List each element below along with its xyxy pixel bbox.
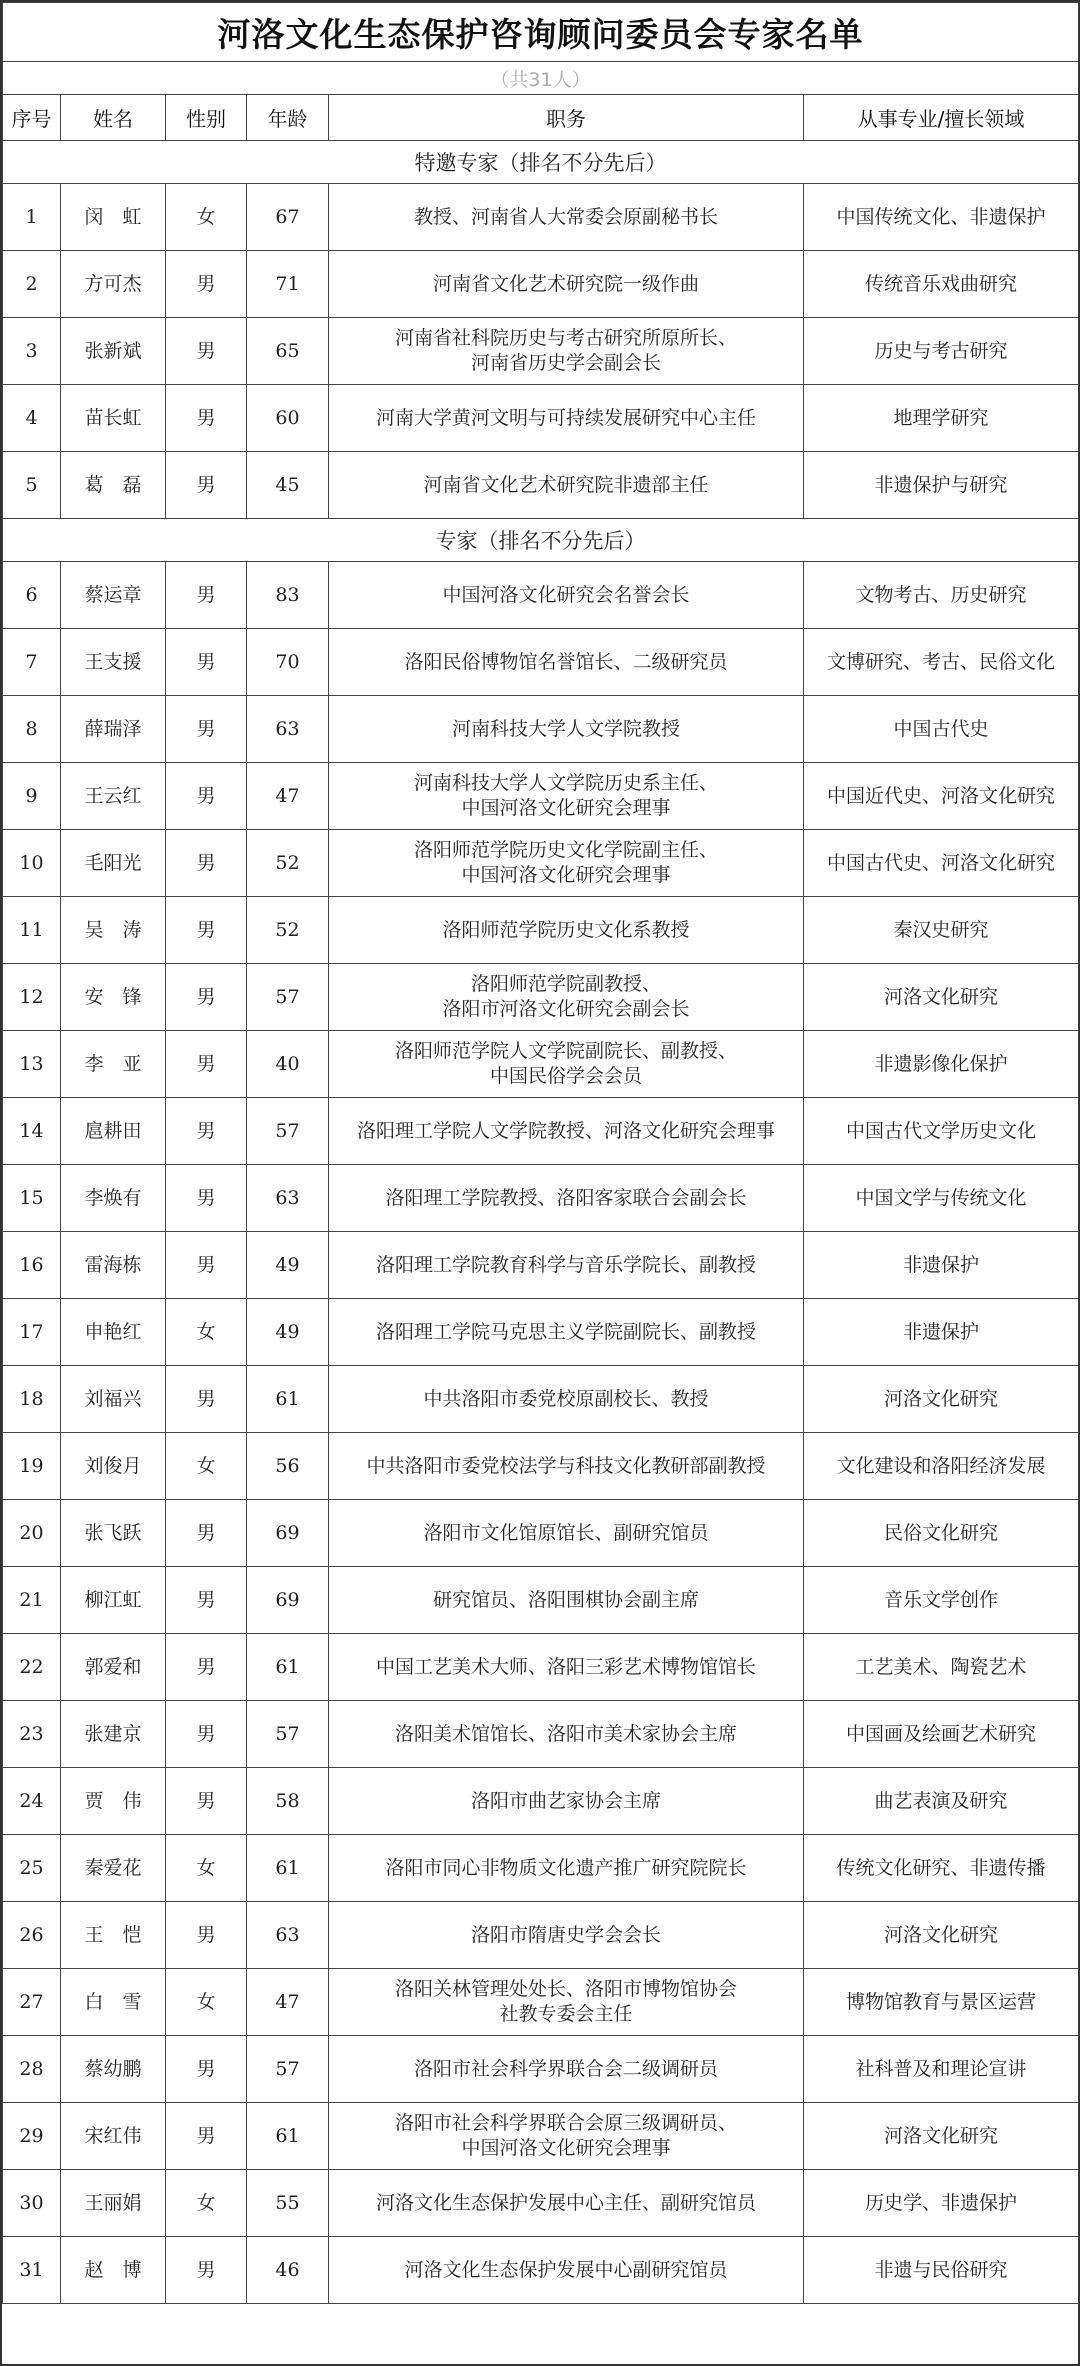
cell-gender: 男	[166, 2237, 247, 2304]
cell-index: 21	[3, 1567, 61, 1634]
cell-index: 5	[3, 452, 61, 519]
cell-gender: 男	[166, 251, 247, 318]
table-row	[3, 1835, 1079, 1902]
cell-field: 中国古代史	[804, 696, 1079, 763]
cell-age: 61	[247, 1835, 329, 1902]
table-row	[3, 1165, 1079, 1232]
cell-gender: 男	[166, 385, 247, 452]
cell-name: 白 雪	[61, 1969, 166, 2036]
duty-line: 中国河洛文化研究会名誉会长	[442, 583, 690, 606]
cell-gender: 男	[166, 1634, 247, 1701]
cell-age: 40	[247, 1031, 329, 1098]
cell-field: 传统文化研究、非遗传播	[804, 1835, 1079, 1902]
cell-field: 非遗保护	[804, 1299, 1079, 1366]
cell-index: 2	[3, 251, 61, 318]
cell-index: 4	[3, 385, 61, 452]
cell-field: 地理学研究	[804, 385, 1079, 452]
cell-duty	[329, 1500, 804, 1567]
duty-line: 洛阳市社会科学界联合会二级调研员	[413, 2057, 718, 2080]
duty-line: 洛阳师范学院人文学院副院长、副教授、	[394, 1040, 737, 1062]
table-row	[3, 2237, 1079, 2304]
cell-name: 张飞跃	[61, 1500, 166, 1567]
member-count: （共31人）	[3, 62, 1079, 95]
header-duty: 职务	[329, 95, 804, 141]
table-row	[3, 1366, 1079, 1433]
expert-table	[2, 2, 1079, 2304]
table-row	[3, 184, 1079, 251]
cell-name: 方可杰	[61, 251, 166, 318]
cell-name: 郭爱和	[61, 1634, 166, 1701]
duty-line: 洛阳市社会科学界联合会原三级调研员、	[394, 2112, 737, 2134]
cell-name: 张建京	[61, 1701, 166, 1768]
cell-gender: 男	[166, 964, 247, 1031]
cell-gender: 男	[166, 318, 247, 385]
cell-name: 李 亚	[61, 1031, 166, 1098]
cell-name: 申艳红	[61, 1299, 166, 1366]
cell-name: 宋红伟	[61, 2103, 166, 2170]
cell-gender: 男	[166, 1500, 247, 1567]
cell-index: 9	[3, 763, 61, 830]
cell-gender: 男	[166, 452, 247, 519]
cell-index: 23	[3, 1701, 61, 1768]
cell-field: 中国文学与传统文化	[804, 1165, 1079, 1232]
cell-duty	[329, 696, 804, 763]
cell-field: 非遗与民俗研究	[804, 2237, 1079, 2304]
cell-name: 王 恺	[61, 1902, 166, 1969]
cell-age: 69	[247, 1567, 329, 1634]
cell-age: 49	[247, 1299, 329, 1366]
table-row	[3, 1433, 1079, 1500]
cell-age: 52	[247, 830, 329, 897]
cell-name: 柳江虹	[61, 1567, 166, 1634]
cell-name: 薛瑞泽	[61, 696, 166, 763]
duty-line: 河南科技大学人文学院历史系主任、	[413, 772, 718, 794]
cell-index: 7	[3, 629, 61, 696]
table-row	[3, 318, 1079, 385]
cell-duty	[329, 251, 804, 318]
cell-name: 刘俊月	[61, 1433, 166, 1500]
duty-line: 中国工艺美术大师、洛阳三彩艺术博物馆馆长	[375, 1655, 756, 1678]
table-row	[3, 1969, 1079, 2036]
cell-age: 57	[247, 1701, 329, 1768]
cell-duty	[329, 1768, 804, 1835]
section-header-row	[3, 519, 1079, 562]
cell-name: 李焕有	[61, 1165, 166, 1232]
cell-index: 20	[3, 1500, 61, 1567]
duty-line: 中共洛阳市委党校原副校长、教授	[423, 1387, 709, 1410]
cell-name: 王云红	[61, 763, 166, 830]
cell-gender: 男	[166, 1366, 247, 1433]
duty-line: 洛阳美术馆馆长、洛阳市美术家协会主席	[394, 1722, 737, 1745]
duty-line: 中国河洛文化研究会理事	[461, 2137, 671, 2159]
table-row	[3, 385, 1079, 452]
cell-duty	[329, 1232, 804, 1299]
header-name: 姓名	[61, 95, 166, 141]
cell-index: 27	[3, 1969, 61, 2036]
cell-name: 苗长虹	[61, 385, 166, 452]
cell-name: 刘福兴	[61, 1366, 166, 1433]
duty-line: 洛阳市同心非物质文化遗产推广研究院院长	[385, 1856, 747, 1879]
cell-age: 71	[247, 251, 329, 318]
cell-index: 24	[3, 1768, 61, 1835]
cell-index: 1	[3, 184, 61, 251]
cell-gender: 女	[166, 184, 247, 251]
cell-field: 文物考古、历史研究	[804, 562, 1079, 629]
cell-name: 闵 虹	[61, 184, 166, 251]
cell-duty	[329, 318, 804, 385]
cell-age: 55	[247, 2170, 329, 2237]
duty-line: 洛阳市河洛文化研究会副会长	[442, 998, 690, 1020]
duty-line: 洛阳师范学院历史文化系教授	[442, 918, 690, 941]
cell-index: 15	[3, 1165, 61, 1232]
cell-name: 安 锋	[61, 964, 166, 1031]
cell-duty	[329, 1835, 804, 1902]
duty-line: 河南科技大学人文学院教授	[451, 717, 680, 740]
cell-field: 民俗文化研究	[804, 1500, 1079, 1567]
table-row	[3, 1232, 1079, 1299]
table-row	[3, 452, 1079, 519]
cell-field: 中国古代史、河洛文化研究	[804, 830, 1079, 897]
cell-gender: 男	[166, 1701, 247, 1768]
table-row	[3, 1299, 1079, 1366]
cell-index: 30	[3, 2170, 61, 2237]
cell-age: 63	[247, 1165, 329, 1232]
duty-line: 社教专委会主任	[499, 2003, 633, 2025]
duty-line: 洛阳理工学院教授、洛阳客家联合会副会长	[385, 1186, 747, 1209]
cell-index: 29	[3, 2103, 61, 2170]
cell-index: 16	[3, 1232, 61, 1299]
cell-gender: 男	[166, 1902, 247, 1969]
cell-age: 63	[247, 1902, 329, 1969]
table-row	[3, 1701, 1079, 1768]
duty-line: 洛阳师范学院历史文化学院副主任、	[413, 839, 718, 861]
table-row	[3, 1567, 1079, 1634]
cell-gender: 男	[166, 2036, 247, 2103]
header-index: 序号	[3, 95, 61, 141]
cell-duty	[329, 1366, 804, 1433]
cell-gender: 男	[166, 629, 247, 696]
cell-duty	[329, 830, 804, 897]
cell-name: 秦爱花	[61, 1835, 166, 1902]
table-row	[3, 1634, 1079, 1701]
cell-field: 中国古代文学历史文化	[804, 1098, 1079, 1165]
cell-gender: 男	[166, 1031, 247, 1098]
cell-duty	[329, 1433, 804, 1500]
cell-index: 3	[3, 318, 61, 385]
table-row	[3, 1098, 1079, 1165]
duty-line: 洛阳理工学院马克思主义学院副院长、副教授	[375, 1320, 756, 1343]
cell-duty	[329, 2036, 804, 2103]
duty-line: 教授、河南省人大常委会原副秘书长	[413, 205, 718, 228]
table-row	[3, 1500, 1079, 1567]
cell-field: 河洛文化研究	[804, 1366, 1079, 1433]
duty-line: 河洛文化生态保护发展中心主任、副研究馆员	[375, 2191, 756, 2214]
cell-field: 音乐文学创作	[804, 1567, 1079, 1634]
cell-index: 13	[3, 1031, 61, 1098]
cell-duty	[329, 897, 804, 964]
cell-age: 65	[247, 318, 329, 385]
cell-duty	[329, 964, 804, 1031]
cell-age: 52	[247, 897, 329, 964]
cell-gender: 男	[166, 897, 247, 964]
cell-index: 18	[3, 1366, 61, 1433]
header-field: 从事专业/擅长领域	[804, 95, 1079, 141]
cell-gender: 女	[166, 2170, 247, 2237]
cell-name: 葛 磊	[61, 452, 166, 519]
cell-age: 69	[247, 1500, 329, 1567]
cell-field: 中国传统文化、非遗保护	[804, 184, 1079, 251]
cell-index: 28	[3, 2036, 61, 2103]
cell-name: 毛阳光	[61, 830, 166, 897]
cell-field: 历史与考古研究	[804, 318, 1079, 385]
duty-line: 洛阳关林管理处处长、洛阳市博物馆协会	[394, 1978, 737, 2000]
table-row	[3, 2036, 1079, 2103]
duty-line: 中共洛阳市委党校法学与科技文化教研部副教授	[366, 1454, 766, 1477]
table-row	[3, 763, 1079, 830]
cell-name: 赵 博	[61, 2237, 166, 2304]
cell-field: 中国近代史、河洛文化研究	[804, 763, 1079, 830]
cell-field: 秦汉史研究	[804, 897, 1079, 964]
cell-duty	[329, 184, 804, 251]
duty-line: 中国河洛文化研究会理事	[461, 864, 671, 886]
cell-age: 70	[247, 629, 329, 696]
table-row	[3, 897, 1079, 964]
cell-name: 张新斌	[61, 318, 166, 385]
cell-gender: 男	[166, 1567, 247, 1634]
cell-duty	[329, 2103, 804, 2170]
cell-field: 文化建设和洛阳经济发展	[804, 1433, 1079, 1500]
cell-index: 8	[3, 696, 61, 763]
cell-gender: 男	[166, 1098, 247, 1165]
cell-index: 25	[3, 1835, 61, 1902]
cell-index: 12	[3, 964, 61, 1031]
cell-name: 王丽娟	[61, 2170, 166, 2237]
cell-gender: 女	[166, 1969, 247, 2036]
table-row	[3, 964, 1079, 1031]
cell-field: 文博研究、考古、民俗文化	[804, 629, 1079, 696]
cell-index: 11	[3, 897, 61, 964]
cell-gender: 男	[166, 2103, 247, 2170]
section-header-row	[3, 141, 1079, 184]
cell-duty	[329, 1969, 804, 2036]
cell-field: 社科普及和理论宣讲	[804, 2036, 1079, 2103]
cell-field: 非遗保护	[804, 1232, 1079, 1299]
duty-line: 洛阳师范学院副教授、	[470, 973, 661, 995]
cell-field: 河洛文化研究	[804, 1902, 1079, 1969]
cell-age: 61	[247, 1634, 329, 1701]
cell-index: 6	[3, 562, 61, 629]
header-gender: 性别	[166, 95, 247, 141]
cell-name: 扈耕田	[61, 1098, 166, 1165]
cell-age: 58	[247, 1768, 329, 1835]
cell-gender: 男	[166, 562, 247, 629]
duty-line: 河洛文化生态保护发展中心副研究馆员	[404, 2258, 728, 2281]
cell-gender: 男	[166, 1768, 247, 1835]
section-label: 特邀专家（排名不分先后）	[3, 141, 1079, 184]
table-row	[3, 251, 1079, 318]
header-age: 年龄	[247, 95, 329, 141]
cell-duty	[329, 1299, 804, 1366]
cell-field: 工艺美术、陶瓷艺术	[804, 1634, 1079, 1701]
cell-duty	[329, 763, 804, 830]
duty-line: 洛阳理工学院人文学院教授、河洛文化研究会理事	[356, 1119, 775, 1142]
table-row	[3, 1031, 1079, 1098]
cell-duty	[329, 1701, 804, 1768]
cell-duty	[329, 629, 804, 696]
cell-field: 历史学、非遗保护	[804, 2170, 1079, 2237]
cell-duty	[329, 385, 804, 452]
cell-age: 57	[247, 1098, 329, 1165]
cell-age: 57	[247, 964, 329, 1031]
cell-age: 56	[247, 1433, 329, 1500]
cell-age: 49	[247, 1232, 329, 1299]
cell-gender: 女	[166, 1835, 247, 1902]
cell-duty	[329, 562, 804, 629]
cell-gender: 女	[166, 1433, 247, 1500]
cell-gender: 男	[166, 1165, 247, 1232]
cell-age: 67	[247, 184, 329, 251]
cell-name: 雷海栋	[61, 1232, 166, 1299]
cell-duty	[329, 452, 804, 519]
cell-age: 61	[247, 1366, 329, 1433]
cell-field: 中国画及绘画艺术研究	[804, 1701, 1079, 1768]
duty-line: 河南省文化艺术研究院一级作曲	[432, 272, 699, 295]
cell-age: 46	[247, 2237, 329, 2304]
cell-index: 14	[3, 1098, 61, 1165]
cell-age: 47	[247, 763, 329, 830]
duty-line: 中国河洛文化研究会理事	[461, 797, 671, 819]
duty-line: 洛阳市文化馆原馆长、副研究馆员	[423, 1521, 709, 1544]
cell-gender: 男	[166, 1232, 247, 1299]
duty-line: 河南省文化艺术研究院非遗部主任	[423, 473, 709, 496]
table-row	[3, 562, 1079, 629]
duty-line: 洛阳市隋唐史学会会长	[470, 1923, 661, 1946]
cell-field: 非遗保护与研究	[804, 452, 1079, 519]
duty-line: 中国民俗学会会员	[489, 1065, 642, 1087]
cell-index: 10	[3, 830, 61, 897]
cell-field: 传统音乐戏曲研究	[804, 251, 1079, 318]
cell-index: 19	[3, 1433, 61, 1500]
duty-line: 洛阳理工学院教育科学与音乐学院长、副教授	[375, 1253, 756, 1276]
cell-age: 61	[247, 2103, 329, 2170]
cell-duty	[329, 1098, 804, 1165]
cell-field: 博物馆教育与景区运营	[804, 1969, 1079, 2036]
table-row	[3, 2170, 1079, 2237]
section-label: 专家（排名不分先后）	[3, 519, 1079, 562]
cell-age: 83	[247, 562, 329, 629]
cell-index: 22	[3, 1634, 61, 1701]
cell-duty	[329, 1567, 804, 1634]
cell-duty	[329, 1634, 804, 1701]
cell-age: 45	[247, 452, 329, 519]
duty-line: 河南省历史学会副会长	[470, 352, 661, 374]
duty-line: 河南大学黄河文明与可持续发展研究中心主任	[375, 406, 756, 429]
cell-gender: 男	[166, 830, 247, 897]
table-row	[3, 696, 1079, 763]
table-row	[3, 1902, 1079, 1969]
table-row	[3, 830, 1079, 897]
cell-duty	[329, 2170, 804, 2237]
cell-field: 非遗影像化保护	[804, 1031, 1079, 1098]
duty-line: 研究馆员、洛阳围棋协会副主席	[432, 1588, 699, 1611]
table-row	[3, 1768, 1079, 1835]
cell-gender: 男	[166, 696, 247, 763]
cell-name: 王支援	[61, 629, 166, 696]
cell-name: 蔡运章	[61, 562, 166, 629]
cell-age: 63	[247, 696, 329, 763]
cell-duty	[329, 1165, 804, 1232]
cell-name: 蔡幼鹏	[61, 2036, 166, 2103]
cell-index: 17	[3, 1299, 61, 1366]
cell-name: 吴 涛	[61, 897, 166, 964]
cell-field: 河洛文化研究	[804, 2103, 1079, 2170]
cell-age: 60	[247, 385, 329, 452]
table-row	[3, 629, 1079, 696]
cell-field: 曲艺表演及研究	[804, 1768, 1079, 1835]
cell-field: 河洛文化研究	[804, 964, 1079, 1031]
duty-line: 洛阳市曲艺家协会主席	[470, 1789, 661, 1812]
cell-age: 57	[247, 2036, 329, 2103]
cell-age: 47	[247, 1969, 329, 2036]
table-row	[3, 2103, 1079, 2170]
cell-duty	[329, 2237, 804, 2304]
duty-line: 洛阳民俗博物馆名誉馆长、二级研究员	[404, 650, 728, 673]
cell-name: 贾 伟	[61, 1768, 166, 1835]
cell-gender: 女	[166, 1299, 247, 1366]
cell-gender: 男	[166, 763, 247, 830]
cell-index: 31	[3, 2237, 61, 2304]
cell-index: 26	[3, 1902, 61, 1969]
cell-duty	[329, 1031, 804, 1098]
document-title: 河洛文化生态保护咨询顾问委员会专家名单	[3, 3, 1079, 62]
duty-line: 河南省社科院历史与考古研究所原所长、	[394, 327, 737, 349]
cell-duty	[329, 1902, 804, 1969]
table-header-row	[3, 95, 1079, 141]
